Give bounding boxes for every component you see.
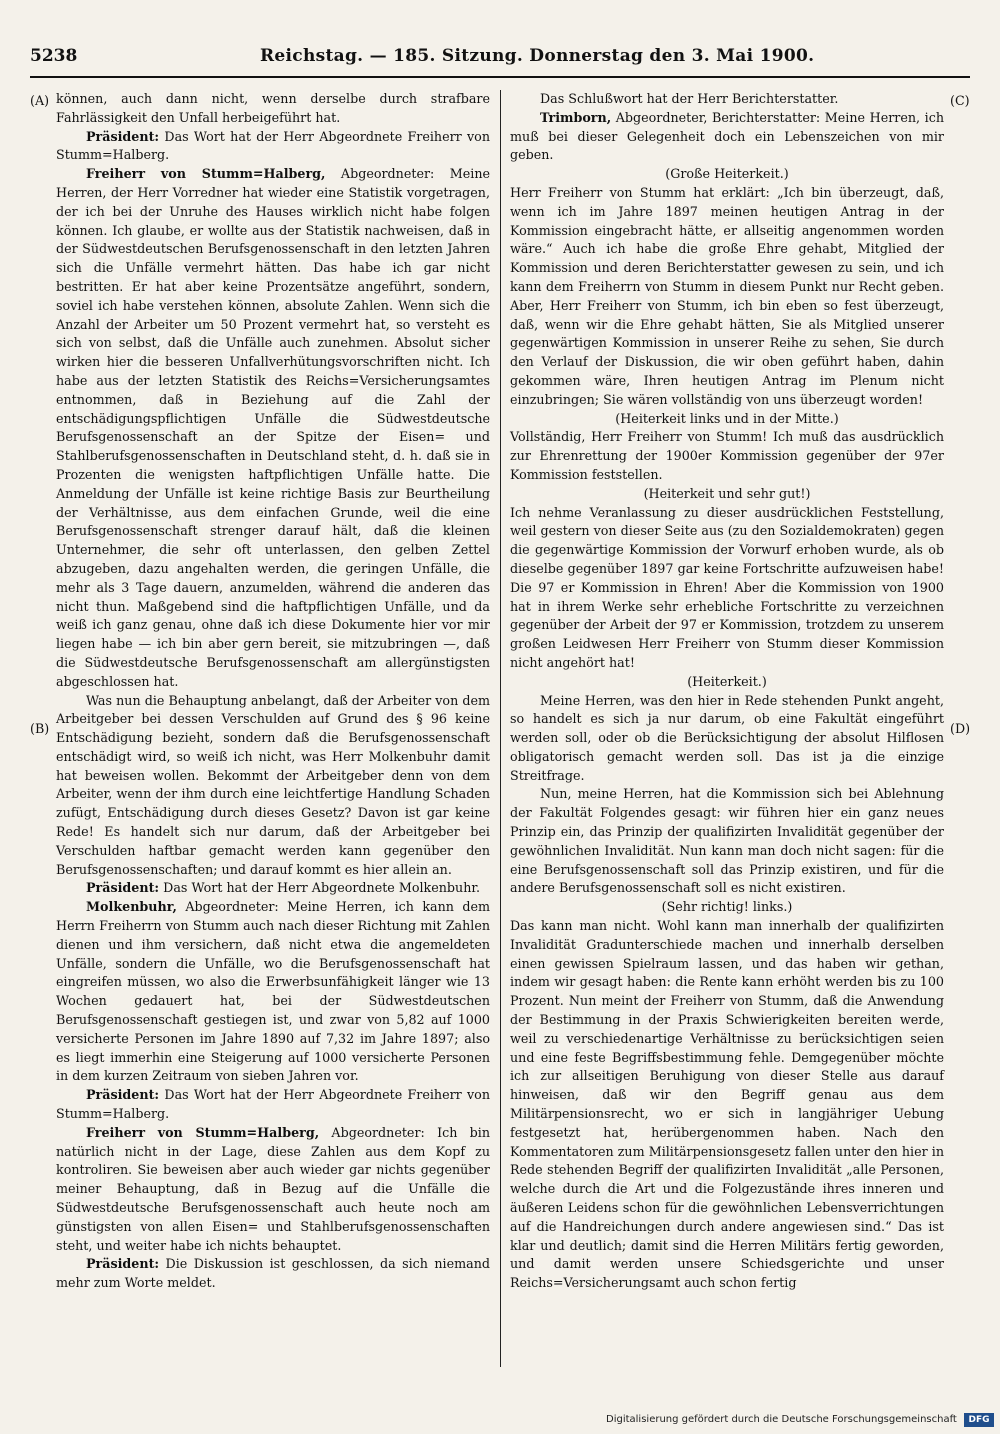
speaker-paragraph: Molkenbuhr, Abgeordneter: Meine Herren, ich kann dem Herrn Freiherrn von Stumm auch nach dieser Richtung mit Zahlen dienen und ihm versichern, daß nicht etwa die angemeldeten Unfälle, sondern die Unfälle, wo die Berufsgenossenschaft hat eingreifen müssen, wo also die Erwerbsunfähigkeit länger wie 13 Wochen gedauert hat, bei der Südwestdeutschen Berufsgenossenschaft gestiegen ist, und zwar von 5,82 auf 1000 versicherte Personen im Jahre 1890 auf 7,32 im Jahre 1897; also es liegt immerhin eine Steigerung auf 1000 versicherte Personen in dem kurzen Zeitraum von sieben Jahren vor.	[56, 899, 490, 1084]
digitization-credit	[606, 1413, 996, 1429]
left-column	[56, 90, 490, 1293]
speaker-paragraph: Präsident: Das Wort hat der Herr Abgeordnete Molkenbuhr.	[86, 880, 481, 896]
interjection: (Heiterkeit links und in der Mitte.)	[615, 410, 839, 426]
page-number: 5238	[30, 46, 78, 66]
interjection: (Große Heiterkeit.)	[665, 166, 789, 182]
header-rule	[30, 76, 970, 78]
margin-marker-c: (C)	[950, 93, 970, 108]
speaker-paragraph: Präsident: Das Wort hat der Herr Abgeordnete Freiherr von Stumm=Halberg.	[56, 1087, 490, 1122]
speaker-name: Freiherr von Stumm=Halberg,	[86, 1124, 320, 1140]
interjection: (Sehr richtig! links.)	[661, 899, 793, 915]
right-column	[510, 90, 944, 1293]
paragraph: Das Schlußwort hat der Herr Berichterstatter.	[540, 91, 839, 106]
column-divider	[500, 90, 501, 1367]
speaker-name: Trimborn,	[540, 109, 612, 125]
paragraph: Was nun die Behauptung anbelangt, daß der Arbeiter von dem Arbeitgeber bei dessen Verschulden auf Grund des § 96 keine Entschädigung bezieht, sondern daß die Berufsgenossenschaft entschädigt wird, so weiß ich nicht, was Herr Molkenbuhr damit hat beweisen wollen. Bekommt der Arbeitgeber denn von dem Arbeiter, wenn der ihm durch eine leichtfertige Handlung Schaden zufügt, Entschädigung durch dieses Gesetz? Davon ist gar keine Rede! Es handelt sich nur darum, daß der Arbeitgeber bei Verschulden haftbar gemacht werden kann gegenüber den Berufsgenossenschaften; und darauf kommt es hier allein an.	[56, 692, 490, 877]
running-title: Reichstag. — 185. Sitzung. Donnerstag den 3. Mai 1900.	[260, 46, 815, 66]
speaker-paragraph: Trimborn, Abgeordneter, Berichterstatter: Meine Herren, ich muß bei dieser Gelegenheit doch ein Lebenszeichen von mir geben.	[510, 109, 944, 163]
speaker-name: Freiherr von Stumm=Halberg,	[86, 166, 326, 182]
paragraph: Ich nehme Veranlassung zu dieser ausdrücklichen Feststellung, weil gestern von dieser Seite aus (zu den Sozialdemokraten) gegen die gegenwärtige Kommission der Vorwurf erhoben wurde, als ob dieselbe gegenüber 1897 gar keine Fortschritte aufzuweisen habe! Die 97 er Kommission in Ehren! Aber die Kommission von 1900 hat in ihrem Werke sehr erhebliche Fortschritte zu verzeichnen gegenüber der Arbeit der 97 er Kommission, trotzdem zu unserem großen Leidwesen Herr Freiherr von Stumm dieser Kommission nicht angehört hat!	[510, 504, 944, 670]
margin-marker-b: (B)	[30, 721, 50, 736]
paragraph: Nun, meine Herren, hat die Kommission sich bei Ablehnung der Fakultät Folgendes gesagt: wir führen hier ein ganz neues Prinzip ein, das Prinzip der qualifizirten Invalidität gegenüber der gewöhnlichen Invalidität. Nun kann man doch nicht sagen: für die eine Berufsgenossenschaft soll das Prinzip existiren, und für die andere Berufsgenossenschaft soll es nicht existiren.	[510, 786, 944, 896]
interjection: (Heiterkeit und sehr gut!)	[643, 485, 811, 501]
speaker-paragraph: Freiherr von Stumm=Halberg, Abgeordneter: Ich bin natürlich nicht in der Lage, diese Zahlen aus dem Kopf zu kontroliren. Sie beweisen aber auch wieder gar nichts gegenüber meiner Behauptung, daß in Bezug auf die Unfälle die Südwestdeutsche Berufsgenossenschaft auch heute noch am günstigsten von allen Eisen= und Stahlberufsgenossenschaften steht, und weiter habe ich nichts behauptet.	[56, 1124, 491, 1253]
paragraph: Vollständig, Herr Freiherr von Stumm! Ich muß das ausdrücklich zur Ehrenrettung der 1900er Kommission gegenüber der 97er Kommission feststellen.	[510, 429, 944, 482]
paragraph: können, auch dann nicht, wenn derselbe durch strafbare Fahrlässigkeit den Unfall herbeigeführt hat.	[56, 91, 490, 125]
speaker-name: Molkenbuhr,	[86, 899, 177, 915]
speaker-name: Präsident:	[86, 1087, 160, 1103]
margin-marker-a: (A)	[30, 93, 50, 108]
speaker-paragraph: Präsident: Das Wort hat der Herr Abgeordnete Freiherr von Stumm=Halberg.	[56, 128, 490, 163]
speaker-paragraph: Freiherr von Stumm=Halberg, Abgeordneter: Meine Herren, der Herr Vorredner hat wieder eine Statistik vorgetragen, der ich bei der Unruhe des Hauses wirklich nicht habe folgen können. Ich glaube, er wollte aus der Statistik nachweisen, daß in der Südwestdeutschen Berufsgenossenschaft in den letzten Jahren sich die Unfälle vermehrt hätten. Das habe ich gar nicht bestritten. Er hat aber keine Prozentsätze angeführt, sondern, soviel ich habe verstehen können, absolute Zahlen. Wenn sich die Anzahl der Arbeiter um 50 Prozent vermehrt hat, so versteht es sich von selbst, daß die Unfälle auch zunehmen. Absolut sicher wirken hier die besseren Unfallverhütungsvorschriften nicht. Ich habe aus der letzten Statistik des Reichs=Versicherungsamtes entnommen, daß in Beziehung auf die Zahl der entschädigungspflichtigen Unfälle die Südwestdeutsche Berufsgenossenschaft an der Spitze der Eisen= und Stahlberufsgenossenschaften in Deutschland steht, d. h. daß sie in Prozenten die wenigsten haftpflichtigen Unfälle hatte. Die Anmeldung der Unfälle ist keine richtige Basis zur Beurtheilung der Verhältnisse, aus dem einfachen Grunde, weil die eine Berufsgenossenschaft strenger darauf hält, daß die kleinen Unternehmer, die sehr oft unterlassen, den gelben Zettel abzugeben, dazu angehalten werden, die geringen Unfälle, die mehr als 3 Tage dauern, anzumelden, während die anderen das nicht thun. Maßgebend sind die haftpflichtigen Unfälle, und da weiß ich ganz genau, ohne daß ich diese Dokumente hier vor mir liegen habe — ich bin aber gern bereit, sie mitzubringen —, daß die Südwestdeutsche Berufsgenossenschaft am allergünstigsten abgeschlossen hat.	[56, 166, 491, 689]
paragraph: Meine Herren, was den hier in Rede stehenden Punkt angeht, so handelt es sich ja nur darum, ob eine Fakultät eingeführt werden soll, oder ob die Berücksichtigung der absolut Hilflosen obligatorisch gemacht werden soll. Das ist ja die einzige Streitfrage.	[510, 692, 944, 783]
interjection: (Heiterkeit.)	[687, 673, 767, 689]
credit-text: Digitalisierung gefördert durch die Deutsche Forschungsgemeinschaft	[606, 1414, 957, 1425]
speaker-name: Präsident:	[86, 128, 160, 144]
dfg-logo-icon: DFG	[964, 1413, 994, 1427]
paragraph: Herr Freiherr von Stumm hat erklärt: „Ich bin überzeugt, daß, wenn ich im Jahre 1897 meinen heutigen Antrag in der Kommission eingebracht hätte, er allseitig angenommen worden wäre.“ Auch ich habe die große Ehre gehabt, Mitglied der Kommission und deren Berichterstatter gewesen zu sein, und ich kann dem Freiherrn von Stumm in diesem Punkt nur Recht geben. Aber, Herr Freiherr von Stumm, ich bin eben so fest überzeugt, daß, wenn wir die Ehre gehabt hätten, Sie als Mitglied unserer gegenwärtigen Kommission in unserer Reihe zu sehen, Sie durch den Verlauf der Diskussion, die wir oben geführt haben, dahin gekommen wäre, Ihren heutigen Antrag im Plenum nicht einzubringen; Sie wären vollständig von uns überzeugt worden!	[510, 184, 944, 407]
speaker-name: Präsident:	[86, 1256, 160, 1272]
margin-marker-d: (D)	[950, 721, 971, 736]
speaker-name: Präsident:	[86, 880, 160, 896]
paragraph: Das kann man nicht. Wohl kann man innerhalb der qualifizirten Invalidität Gradunterschiede machen und innerhalb derselben einen gewissen Spielraum lassen, und das haben wir gethan, indem wir gesagt haben: die Rente kann erhöht werden bis zu 100 Prozent. Nun meint der Freiherr von Stumm, daß die Anwendung der Bestimmung in der Praxis Schwierigkeiten bereiten werde, weil zu verschiedenartige Verhältnisse zu berücksichtigen seien und eine feste Begriffsbestimmung fehle. Demgegenüber möchte ich zur allseitigen Beruhigung von dieser Stelle aus darauf hinweisen, daß wir den Begriff genau aus dem Militärpensionsrecht, wo er sich in langjähriger Uebung festgesetzt hat, herübergenommen haben. Nach den Kommentatoren zum Militärpensionsgesetz fallen unter den hier in Rede stehenden Begriff der qualifizirten Invalidität „alle Personen, welche durch die Art und die Folgezustände ihres inneren und äußeren Leidens schon für die gewöhnlichen Lebensverrichtungen auf die Handreichungen durch andere angewiesen sind.“ Das ist klar und deutlich; damit sind die Herren Militärs fertig geworden, und damit werden unsere Schiedsgerichte und unser Reichs=Versicherungsamt auch schon fertig	[510, 918, 944, 1291]
page-header	[30, 46, 970, 72]
speaker-paragraph: Präsident: Die Diskussion ist geschlossen, da sich niemand mehr zum Worte meldet.	[56, 1256, 490, 1291]
